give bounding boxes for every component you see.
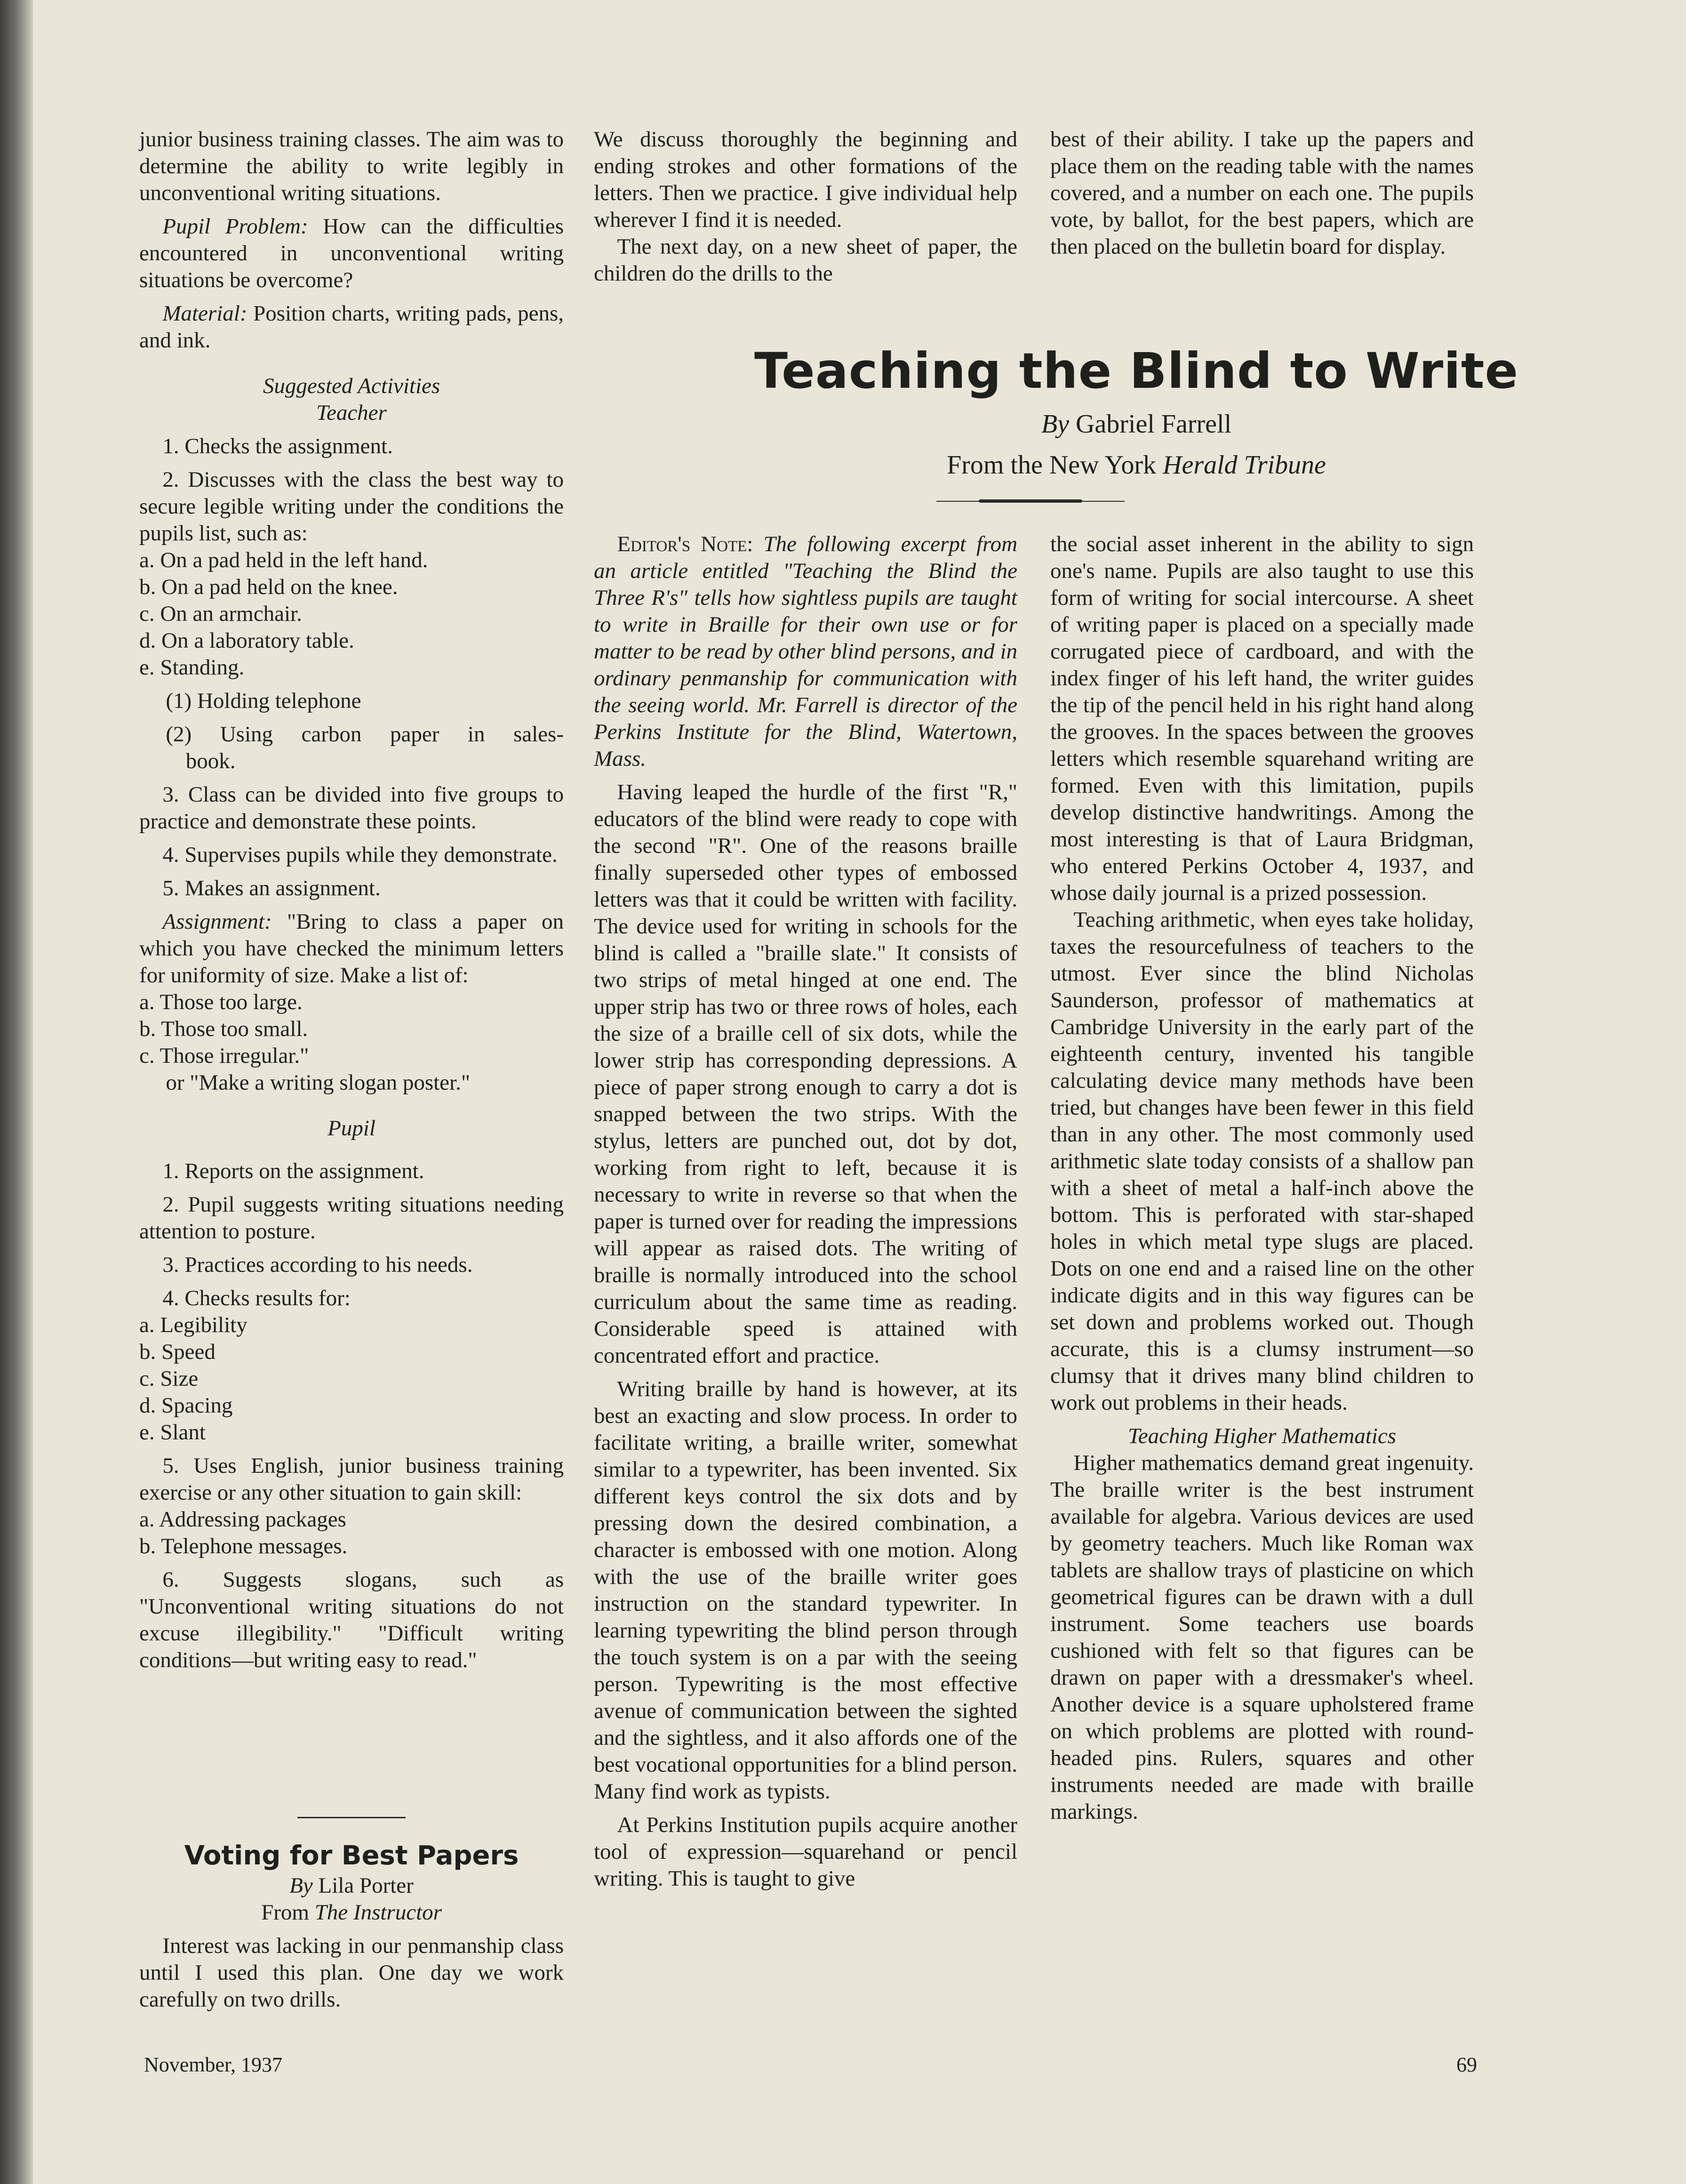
footer-date: November, 1937 <box>144 2053 282 2076</box>
list-item: c. Those irregular." <box>139 1044 309 1068</box>
article-title: Teaching the Blind to Write <box>754 342 1519 400</box>
article-paragraph-4: the social asset inherent in the ability to sign one's name. Pupils are also taught to use this form of writing for social intercourse. A sheet of writing paper is placed on a specially made corrugated piece of cardboard, and with the index finger of his left hand, the writer guides the tip of the pencil held in his right hand along the grooves. In the spaces between the grooves letters which resemble squarehand writing are formed. Even with this limitation, pupils develop distinctive handwritings. Among the most interesting is that of Laura Bridgman, who entered Perkins October 4, 1937, and whose daily journal is a prized possession. <box>1050 532 1474 905</box>
voting-source: The Instructor <box>314 1900 442 1925</box>
title-rule-accent <box>979 499 1082 503</box>
teacher-step-1: 1. Checks the assignment. <box>162 434 393 458</box>
voting-section <box>139 1839 564 2013</box>
article-author: Gabriel Farrell <box>1075 410 1232 439</box>
pupil-problem <box>139 213 564 294</box>
pupil-step-6: 6. Suggests slogans, such as "Unconventional writing situations do not excuse illegibility." "Difficult writing conditions—but writing easy to read." <box>139 1567 564 1672</box>
intro-paragraph: junior business training classes. The aim was to determine the ability to write legibly in unconventional writing situations. <box>139 127 564 205</box>
voting-continued-3: best of their ability. I take up the papers and place them on the reading table with the names covered, and a number on each one. The pupils vote, by ballot, for the best papers, which are then placed on the bulletin board for display. <box>1050 127 1474 259</box>
page-number: 69 <box>1456 2053 1477 2076</box>
pupil-heading: Pupil <box>328 1116 376 1140</box>
article-paragraph-1: Having leaped the hurdle of the first "R," educators of the blind were ready to cope with the second "R". One of the reasons braille finally superseded other types of embossed letters was that it could be written with facility. The device used for writing in schools for the blind is called a "braille slate." It consists of two strips of metal hinged at one end. The upper strip has two or three rows of holes, each the size of a braille cell of six dots, while the lower strip has corresponding depressions. A piece of paper strong enough to carry a dot is snapped between the two strips. With the stylus, letters are punched out, dot by dot, working from right to left, because it is necessary to write in reverse so that when the paper is turned over for reading the impressions will appear as raised dots. The writing of braille is normally introduced into the school curriculum about the same time as reading. Considerable speed is attained with concentrated effort and practice. <box>594 780 1017 1368</box>
assignment-alternative: or "Make a writing slogan poster." <box>166 1070 471 1095</box>
voting-byline <box>139 1872 564 1899</box>
teacher-step-5: 5. Makes an assignment. <box>162 876 381 900</box>
article-paragraph-3: At Perkins Institution pupils acquire another tool of expression—squarehand or pencil writing. This is taught to give <box>594 1813 1017 1891</box>
voting-continued-1: We discuss thoroughly the beginning and ending strokes and other formations of the letters. Then we practice. I give individual help wherever I find it is needed. <box>594 127 1017 232</box>
teacher-step-3: 3. Class can be divided into five groups to practice and demonstrate these points. <box>139 782 564 834</box>
list-item: a. Legibility <box>139 1313 248 1337</box>
pupil-step-1: 1. Reports on the assignment. <box>162 1159 424 1183</box>
list-item: a. On a pad held in the left hand. <box>139 548 428 572</box>
teacher-step-4: 4. Supervises pupils while they demonstrate. <box>162 843 558 867</box>
pupil-step-5: 5. Uses English, junior business training exercise or any other situation to gain skill: <box>139 1453 564 1505</box>
list-item: a. Addressing packages <box>139 1507 346 1532</box>
editors-note <box>594 531 1017 772</box>
activities-heading: Suggested Activities <box>263 374 440 398</box>
list-item: c. Size <box>139 1366 199 1391</box>
right-top-column <box>1050 126 1474 260</box>
middle-top-column <box>594 126 1017 287</box>
list-item: e. Slant <box>139 1420 206 1445</box>
article-subheading: Teaching Higher Mathematics <box>1127 1424 1397 1448</box>
section-divider <box>297 1817 406 1818</box>
pupil-step-2: 2. Pupil suggests writing situations needing attention to posture. <box>139 1192 564 1244</box>
material-label: Material: <box>162 301 248 326</box>
left-column <box>139 126 564 1674</box>
teacher-heading: Teacher <box>316 401 387 425</box>
teacher-step-2: 2. Discusses with the class the best way to secure legible writing under the conditions the pupils list, such as: <box>139 467 564 546</box>
pupil-step-3: 3. Practices according to his needs. <box>162 1253 473 1277</box>
list-item: b. Those too small. <box>139 1017 308 1041</box>
sub-item-2-cont: book. <box>185 749 236 773</box>
assignment-text: "Bring to class a paper on which you have checked the minimum letters for uniformity of size. Make a list of: <box>139 909 564 988</box>
sub-item-1: (1) Holding telephone <box>166 689 361 713</box>
article-byline <box>588 409 1685 440</box>
voting-title: Voting for Best Papers <box>184 1840 519 1871</box>
article-source-line <box>588 450 1685 481</box>
list-item: b. Speed <box>139 1340 216 1364</box>
editors-note-text: The following excerpt from an article entitled "Teaching the Blind the Three R's" tells how sightless pupils are taught to write in Braille for their own use or for matter to be read by other blind persons, and in ordinary penmanship for communication with the seeing world. Mr. Farrell is director of the Perkins Institute for the Blind, Watertown, Mass. <box>594 532 1018 771</box>
article-paragraph-2: Writing braille by hand is however, at its best an exacting and slow process. In order to facilitate writing, a braille writer, somewhat similar to a typewriter, has been invented. Six different keys control the six dots and by pressing down the desired combination, a character is embossed with one motion. Along with the use of the braille writer goes instruction on the standard typewriter. In learning typewriting the blind person through the touch system is on a par with the seeing person. Typewriting is the most effective avenue of communication between the sighted and the sightless, and it also affords one of the best vocational opportunities for a blind person. Many find work as typists. <box>594 1377 1017 1804</box>
list-item: a. Those too large. <box>139 990 303 1014</box>
list-item: d. On a laboratory table. <box>139 628 354 653</box>
article-by: By <box>1041 410 1069 439</box>
pupil-problem-label: Pupil Problem: <box>162 214 308 239</box>
voting-continued-2: The next day, on a new sheet of paper, the children do the drills to the <box>594 234 1017 286</box>
article-column-2 <box>1050 531 1474 1825</box>
sub-item-2: (2) Using carbon paper in sales- <box>166 722 564 747</box>
pupil-problem-text: How can the difficulties encountered in unconventional writing situations be overcome? <box>139 214 564 292</box>
list-item: c. On an armchair. <box>139 602 302 626</box>
list-item: b. Telephone messages. <box>139 1534 348 1558</box>
book-spine <box>0 0 33 2184</box>
article-paragraph-6: Higher mathematics demand great ingenuity. The braille writer is the best instrument available for algebra. Various devices are used by geometry teachers. Much like Roman wax tablets are shallow trays of plasticine on which geometrical figures can be drawn with a dull instrument. Some teachers use boards cushioned with felt so that figures can be drawn on paper with a dressmaker's wheel. Another device is a square upholstered frame on which problems are plotted with round-headed pins. Rulers, squares and other instruments needed are made with braille markings. <box>1050 1451 1474 1824</box>
voting-source-line <box>139 1899 564 1926</box>
assignment <box>139 908 564 989</box>
material <box>139 300 564 354</box>
voting-text: Interest was lacking in our penmanship class until I used this plan. One day we work carefully on two drills. <box>139 1934 564 2012</box>
voting-author: Lila Porter <box>318 1873 414 1898</box>
article-paragraph-5: Teaching arithmetic, when eyes take holiday, taxes the resourcefulness of teachers to the utmost. Ever since the blind Nicholas Saunderson, professor of mathematics at Cambridge University in the early part of the eighteenth century, invented his tangible calculating device many methods have been tried, but changes have been fewer in this field than in any other. The most commonly used arithmetic slate today consists of a shallow pan with a sheet of metal a half-inch above the bottom. This is perforated with star-shaped holes in which metal type slugs are placed. Dots on one end and a raised line on the other indicate digits and in this way figures can be set down and problems worked out. Though accurate, this is a clumsy instrument—so clumsy that it drives many blind children to work out problems in their heads. <box>1050 907 1474 1415</box>
editors-note-label: Editor's Note: <box>617 532 753 556</box>
voting-from: From <box>261 1900 309 1925</box>
material-text: Position charts, writing pads, pens, and ink. <box>139 301 564 353</box>
assignment-label: Assignment: <box>162 909 272 934</box>
pupil-step-4: 4. Checks results for: <box>162 1286 351 1310</box>
article-column-1 <box>594 531 1017 1892</box>
list-item: b. On a pad held on the knee. <box>139 575 398 599</box>
article-source: Herald Tribune <box>1163 450 1326 480</box>
list-item: e. Standing. <box>139 655 245 680</box>
voting-by: By <box>289 1873 313 1898</box>
list-item: d. Spacing <box>139 1393 233 1418</box>
article-from: From the New York <box>947 450 1156 480</box>
